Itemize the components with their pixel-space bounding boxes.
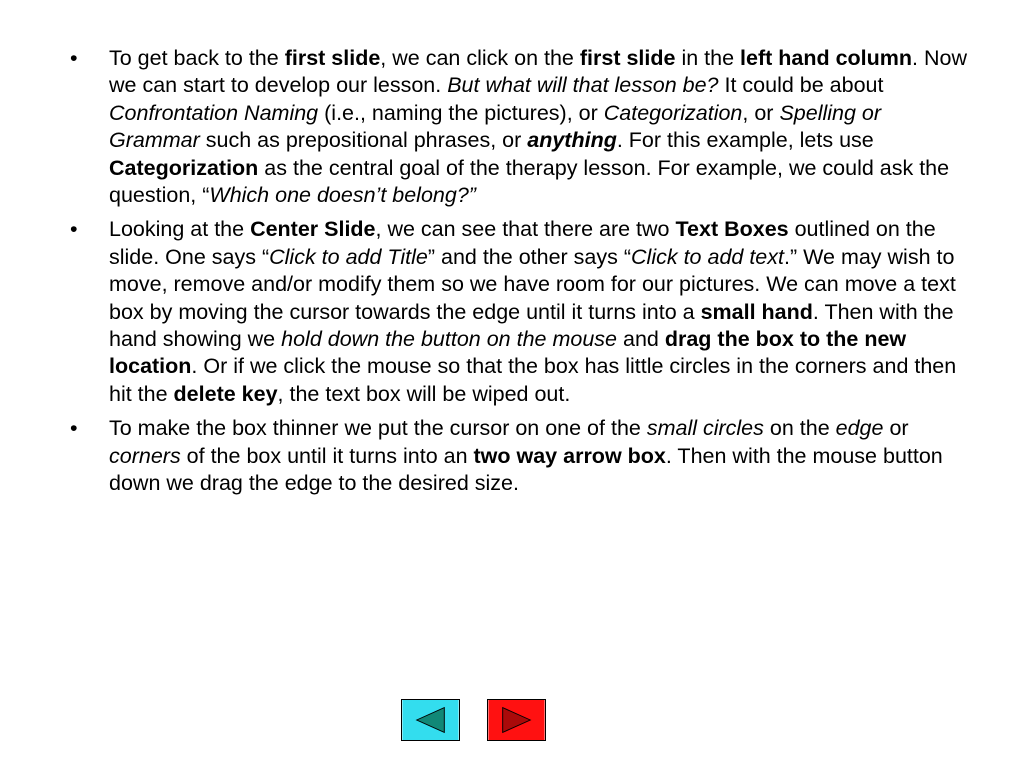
bullet-text bbox=[109, 416, 943, 495]
text-run: To make the box thinner we put the cursor on one of the bbox=[109, 416, 647, 441]
text-run: Confrontation Naming bbox=[109, 100, 319, 125]
text-run: left hand column bbox=[740, 46, 913, 70]
text-run: drag the box to the new location bbox=[109, 327, 907, 379]
text-run: Click to add text bbox=[631, 244, 784, 269]
left-triangle-arrow-icon bbox=[402, 700, 459, 740]
bullet-marker: • bbox=[70, 46, 78, 70]
text-run: . For this example, lets use bbox=[616, 128, 874, 153]
text-run: such as prepositional phrases, or bbox=[199, 128, 528, 153]
text-run: (i.e., naming the pictures), or bbox=[318, 100, 604, 125]
text-run: and bbox=[617, 327, 665, 352]
bullet-marker: • bbox=[70, 217, 78, 242]
text-run: as the central goal of the therapy lesson. For example, we could ask the question, “ bbox=[109, 155, 950, 208]
text-run: . Now we can start to develop our lesson. bbox=[109, 46, 967, 98]
bullet-item bbox=[70, 216, 976, 408]
text-run: Click to add Title bbox=[269, 244, 428, 269]
text-run: Looking at the bbox=[109, 217, 251, 242]
text-run: edge bbox=[835, 416, 884, 441]
text-run: ” and the other says “ bbox=[427, 244, 632, 269]
text-run: , we can see that there are two bbox=[375, 217, 676, 242]
text-run: in the bbox=[675, 46, 741, 70]
text-run: .” We may wish to move, remove and/or modify them so we have room for our pictures. We can move a text box by moving the cursor towards the edge until it turns into a bbox=[109, 244, 956, 324]
text-run: It could be about bbox=[718, 73, 884, 98]
text-run: Text Boxes bbox=[675, 217, 789, 242]
bullet-item bbox=[70, 415, 976, 497]
text-run: , we can click on the bbox=[380, 46, 580, 70]
text-run: outlined on the slide. One says “ bbox=[109, 217, 936, 269]
text-run: first slide bbox=[579, 46, 676, 70]
text-run: To get back to the bbox=[109, 46, 285, 70]
text-run: But what will that lesson be? bbox=[447, 73, 719, 98]
right-triangle-arrow-icon bbox=[488, 700, 545, 740]
bullet-marker: • bbox=[70, 416, 78, 441]
text-run: Center Slide bbox=[250, 217, 376, 242]
text-run: of the box until it turns into an bbox=[180, 443, 474, 468]
text-run: first slide bbox=[284, 46, 381, 70]
previous-slide-button[interactable] bbox=[401, 699, 460, 741]
text-run: Categorization bbox=[603, 100, 743, 125]
text-run: small hand bbox=[700, 299, 813, 324]
text-run: Categorization bbox=[109, 155, 259, 180]
text-run: . Then with the mouse button down we drag the edge to the desired size. bbox=[109, 443, 943, 496]
slide-body-bullets bbox=[70, 45, 976, 505]
bullet-item bbox=[70, 45, 976, 209]
text-run: corners bbox=[109, 443, 181, 468]
bullet-text bbox=[109, 217, 956, 405]
text-run: or bbox=[883, 416, 909, 441]
text-run: hold down the button on the mouse bbox=[281, 327, 618, 352]
text-run: on the bbox=[763, 416, 836, 441]
text-run: , the text box will be wiped out. bbox=[277, 381, 571, 406]
next-slide-button[interactable] bbox=[487, 699, 546, 741]
text-run: Spelling or Grammar bbox=[109, 100, 882, 153]
text-run: delete key bbox=[173, 381, 278, 406]
text-run: anything bbox=[527, 128, 617, 153]
text-run: two way arrow box bbox=[473, 443, 666, 468]
text-run: , or bbox=[742, 100, 780, 125]
bullet-text bbox=[109, 46, 967, 207]
text-run: . Then with the hand showing we bbox=[109, 299, 954, 352]
text-run: Which one doesn’t belong?” bbox=[209, 183, 476, 208]
text-run: . Or if we click the mouse so that the box has little circles in the corners and then hit the bbox=[109, 354, 957, 406]
text-run: small circles bbox=[646, 416, 764, 441]
